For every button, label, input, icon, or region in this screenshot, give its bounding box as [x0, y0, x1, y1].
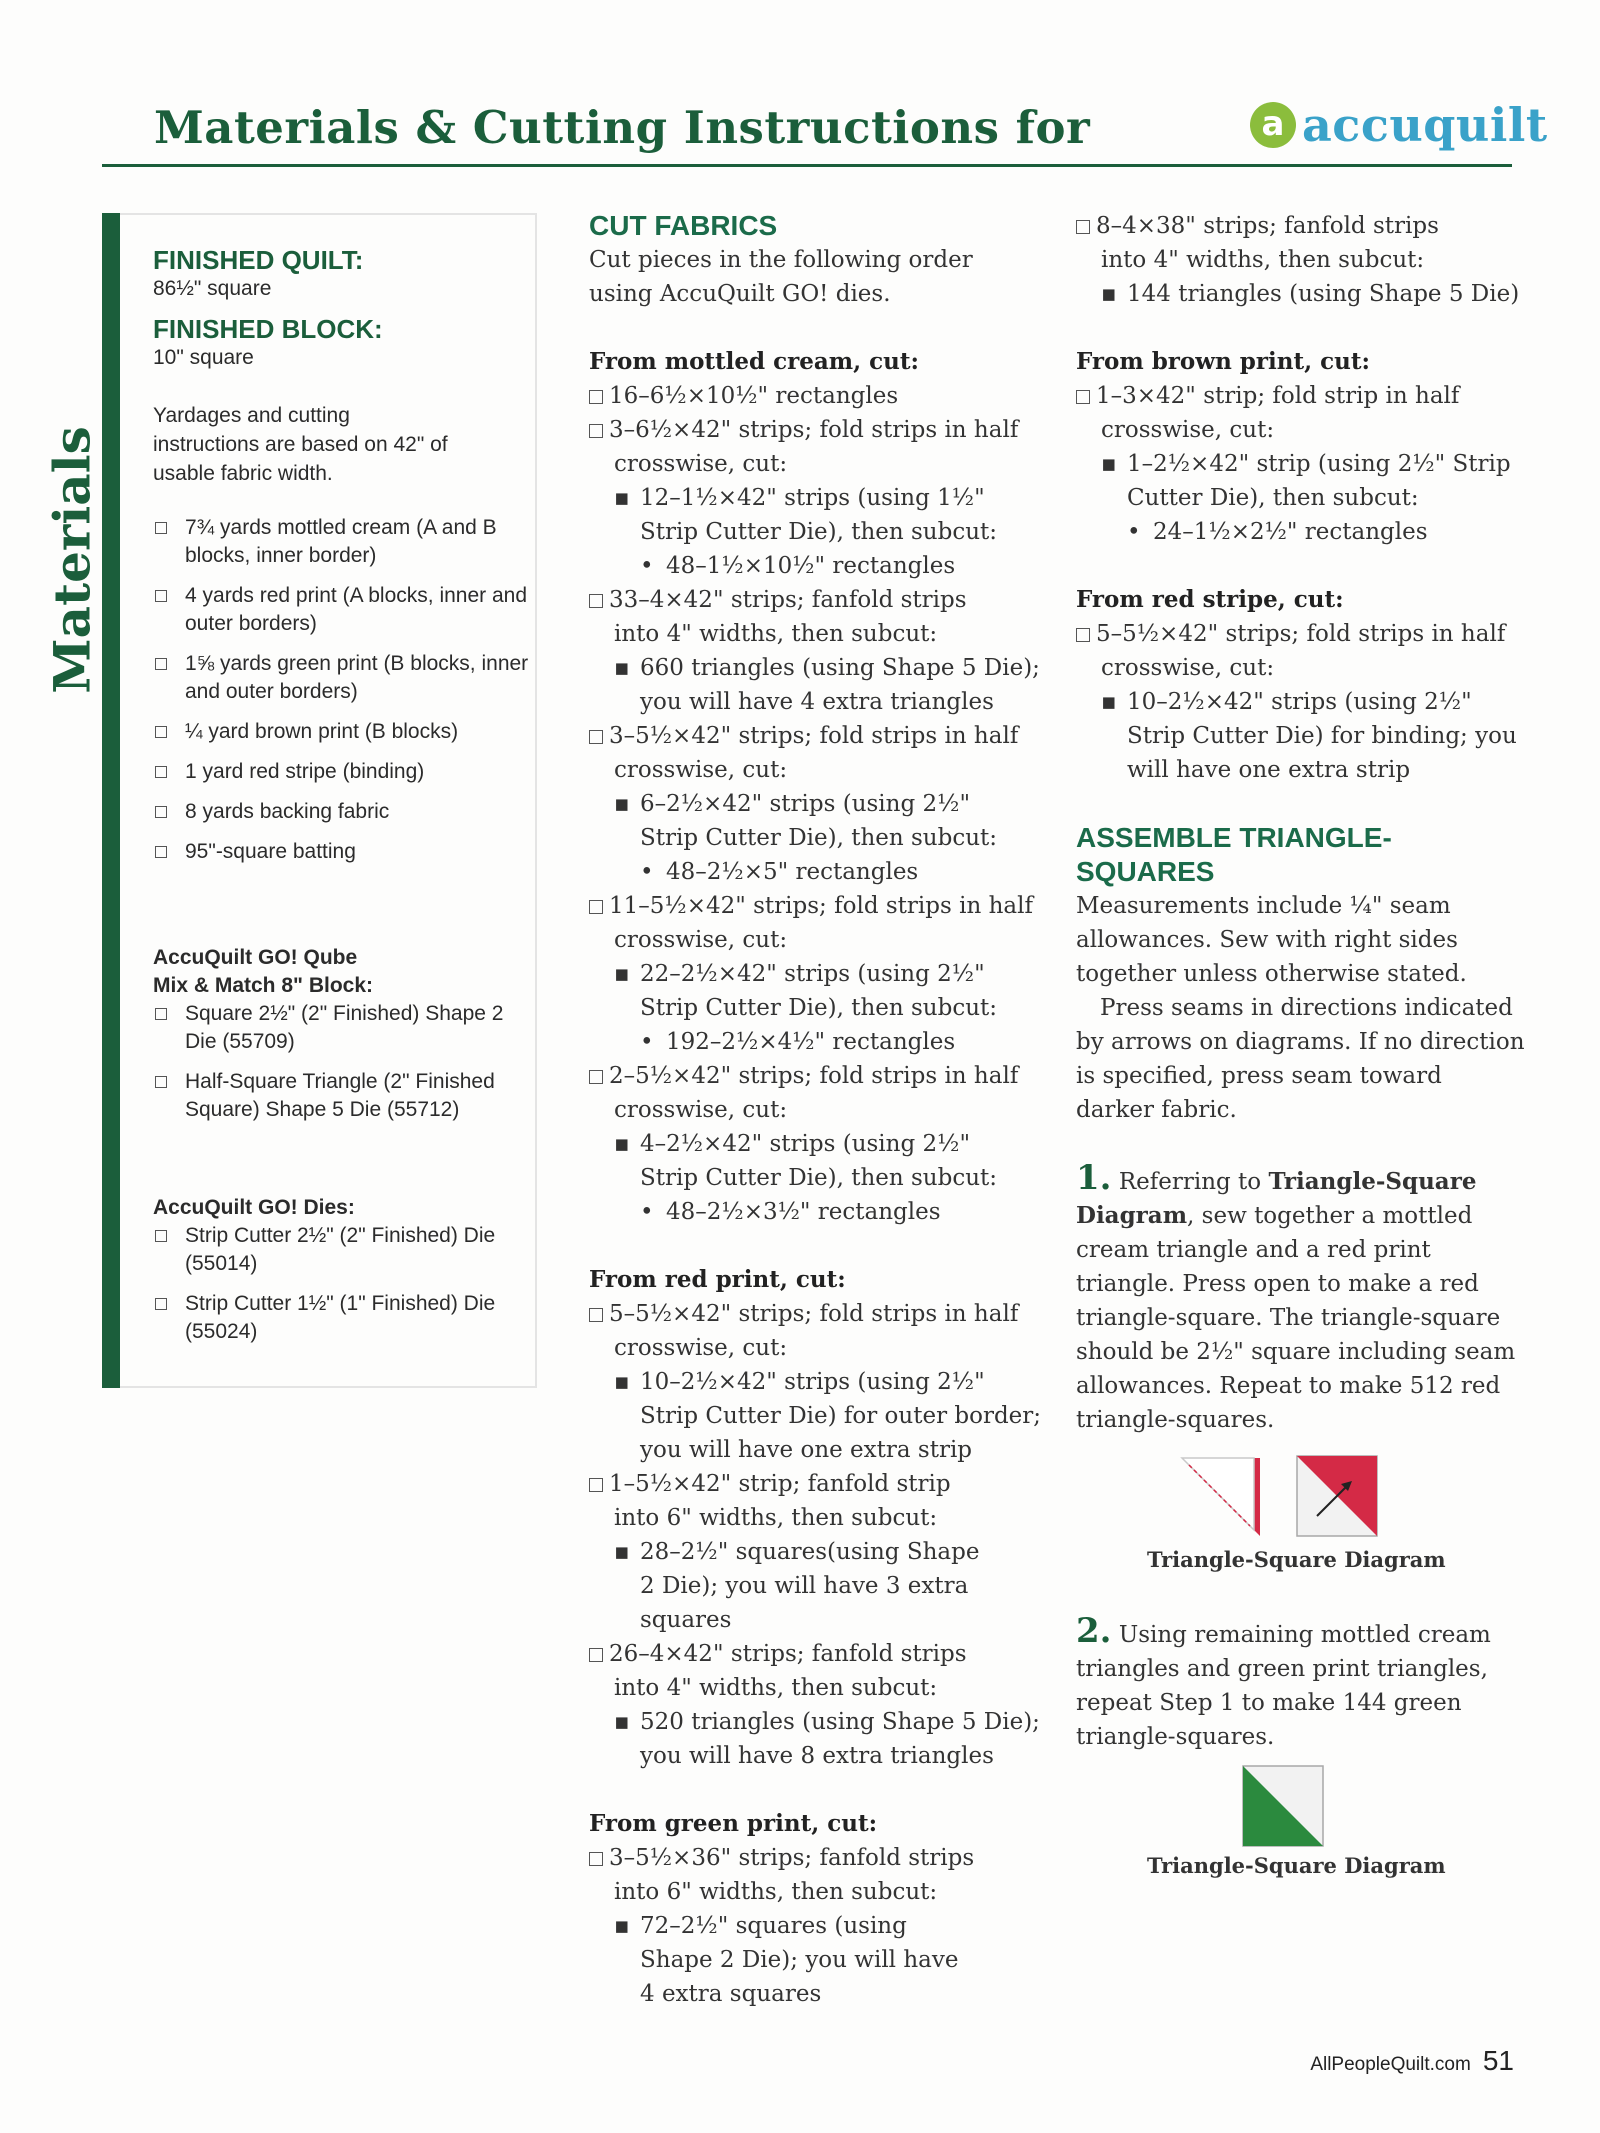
- cut-line: 5–5½×42" strips; fold strips in half: [589, 1297, 1009, 1331]
- checkbox-icon: [155, 1230, 167, 1242]
- red-heading: From red print, cut:: [589, 1266, 846, 1293]
- material-item: 4 yards red print (A blocks, inner and outer borders): [153, 582, 533, 638]
- cut-line: 11–5½×42" strips; fold strips in half: [589, 889, 1009, 923]
- cut-line: Cutter Die), then subcut:: [1127, 485, 1419, 511]
- checkbox-icon: [589, 390, 603, 404]
- accuquilt-logo: [1250, 95, 1548, 155]
- right-column: [1076, 209, 1525, 1437]
- step-1-line: should be 2½" square including seam: [1076, 1339, 1516, 1365]
- step-1-line: triangle-squares.: [1076, 1407, 1275, 1433]
- cut-line: ▪ 1–2½×42" strip (using 2½" Strip: [1101, 451, 1511, 477]
- cut-line: 2–5½×42" strips; fold strips in half: [589, 1059, 1009, 1093]
- cut-line: ▪ 10–2½×42" strips (using 2½": [614, 1369, 985, 1395]
- assemble-heading-2: SQUARES: [1076, 856, 1215, 887]
- step-1-line: triangle. Press open to make a red: [1076, 1271, 1479, 1297]
- assemble-para: together unless otherwise stated.: [1076, 961, 1467, 987]
- cut-line: into 4" widths, then subcut:: [614, 1675, 938, 1701]
- cut-line: crosswise, cut:: [614, 1335, 788, 1361]
- brown-heading: From brown print, cut:: [1076, 348, 1370, 375]
- dies-list: [153, 1222, 533, 1346]
- diagram-1-caption: Triangle-Square Diagram: [1147, 1547, 1446, 1572]
- cut-line: ▪ 520 triangles (using Shape 5 Die);: [614, 1709, 1040, 1735]
- yardage-note: Yardages and cutting instructions are based on 42" of usable fabric width.: [153, 404, 448, 485]
- assemble-para: Measurements include ¼" seam: [1076, 893, 1451, 919]
- cut-line: 16–6½×10½" rectangles: [589, 379, 1009, 413]
- assemble-para: by arrows on diagrams. If no direction: [1076, 1029, 1525, 1055]
- assemble-para: is specified, press seam toward: [1076, 1063, 1442, 1089]
- finished-block-label: FINISHED BLOCK:: [153, 314, 383, 344]
- cut-line: crosswise, cut:: [614, 1097, 788, 1123]
- cut-line: 1–5½×42" strip; fanfold strip: [589, 1467, 1009, 1501]
- cut-line: into 6" widths, then subcut:: [614, 1505, 938, 1531]
- cut-intro: Cut pieces in the following order: [589, 247, 973, 273]
- step-2-line: triangle-squares.: [1076, 1724, 1275, 1750]
- qube-list: [153, 1000, 533, 1124]
- checkbox-icon: [155, 1008, 167, 1020]
- checkbox-icon: [1076, 628, 1090, 642]
- cut-line: crosswise, cut:: [614, 451, 788, 477]
- material-item: ¼ yard brown print (B blocks): [153, 718, 533, 746]
- cut-line: ▪ 6–2½×42" strips (using 2½": [614, 791, 971, 817]
- checkbox-icon: [155, 726, 167, 738]
- unsewn-triangles: [1182, 1458, 1260, 1536]
- checkbox-icon: [1076, 390, 1090, 404]
- cut-line: crosswise, cut:: [1101, 417, 1275, 443]
- cut-line: squares: [640, 1607, 732, 1633]
- dies-section: [153, 1194, 533, 1358]
- assemble-para: allowances. Sew with right sides: [1076, 927, 1458, 953]
- qube-heading: AccuQuilt GO! Qube: [153, 946, 358, 969]
- step-2-line: repeat Step 1 to make 144 green: [1076, 1690, 1462, 1716]
- materials-tab-bar: [102, 213, 120, 1388]
- materials-list: [153, 514, 533, 878]
- cut-line: Strip Cutter Die), then subcut:: [640, 995, 998, 1021]
- step-1-line: cream triangle and a red print: [1076, 1237, 1431, 1263]
- assemble-para: darker fabric.: [1076, 1097, 1237, 1123]
- checkbox-icon: [155, 590, 167, 602]
- cut-line: 8–4×38" strips; fanfold strips: [1076, 209, 1496, 243]
- cut-line: 3–5½×42" strips; fold strips in half: [589, 719, 1009, 753]
- cut-line: 3–6½×42" strips; fold strips in half: [589, 413, 1009, 447]
- cut-line: crosswise, cut:: [614, 757, 788, 783]
- cut-line: ▪ 660 triangles (using Shape 5 Die);: [614, 655, 1040, 681]
- cut-line: • 24–1½×2½" rectangles: [1127, 519, 1428, 545]
- step-1-line: Diagram, sew together a mottled: [1076, 1202, 1473, 1229]
- green-heading: From green print, cut:: [589, 1810, 878, 1837]
- checkbox-icon: [155, 522, 167, 534]
- cut-line: Strip Cutter Die) for outer border;: [640, 1403, 1042, 1429]
- cut-line: 3–5½×36" strips; fanfold strips: [589, 1841, 1009, 1875]
- cut-line: Strip Cutter Die) for binding; you: [1127, 723, 1517, 749]
- page-footer: [1310, 2045, 1514, 2077]
- finished-quilt-value: 86½" square: [153, 277, 272, 300]
- checkbox-icon: [155, 658, 167, 670]
- cut-line: crosswise, cut:: [1101, 655, 1275, 681]
- cut-line: • 48–2½×5" rectangles: [640, 859, 919, 885]
- checkbox-icon: [589, 1478, 603, 1492]
- checkbox-icon: [589, 424, 603, 438]
- cream-triangle-front: [1182, 1458, 1254, 1530]
- material-item: 95"-square batting: [153, 838, 533, 866]
- step-1: 1. Referring to Triangle-Square: [1076, 1158, 1477, 1198]
- cut-line: Strip Cutter Die), then subcut:: [640, 1165, 998, 1191]
- qube-item: Square 2½" (2" Finished) Shape 2 Die (55709): [153, 1000, 533, 1056]
- checkbox-icon: [589, 1852, 603, 1866]
- qube-section: [153, 944, 533, 1136]
- cut-line: ▪ 144 triangles (using Shape 5 Die): [1101, 281, 1520, 307]
- assemble-heading: ASSEMBLE TRIANGLE-: [1076, 822, 1392, 853]
- finished-block-value: 10" square: [153, 346, 254, 369]
- accuquilt-logo-icon: a: [1250, 102, 1296, 148]
- cut-line: will have one extra strip: [1127, 757, 1411, 783]
- checkbox-icon: [589, 1308, 603, 1322]
- assemble-para: Press seams in directions indicated: [1100, 995, 1513, 1021]
- die-item: Strip Cutter 2½" (2" Finished) Die (55014): [153, 1222, 533, 1278]
- cut-line: • 48–2½×3½" rectangles: [640, 1199, 941, 1225]
- step-1-line: triangle-square. The triangle-square: [1076, 1305, 1501, 1331]
- triangle-square-diagram-red: [1180, 1452, 1380, 1542]
- qube-heading-2: Mix & Match 8" Block:: [153, 974, 373, 997]
- cream-heading: From mottled cream, cut:: [589, 348, 919, 375]
- cut-line: you will have 8 extra triangles: [640, 1743, 994, 1769]
- cut-line: 26–4×42" strips; fanfold strips: [589, 1637, 1009, 1671]
- material-item: 8 yards backing fabric: [153, 798, 533, 826]
- checkbox-icon: [589, 1648, 603, 1662]
- cut-line: • 192–2½×4½" rectangles: [640, 1029, 956, 1055]
- cut-line: 4 extra squares: [640, 1981, 822, 2007]
- checkbox-icon: [155, 766, 167, 778]
- cut-line: 1–3×42" strip; fold strip in half: [1076, 379, 1496, 413]
- triangle-square-diagram-green: [1241, 1764, 1325, 1848]
- material-item: 1⅝ yards green print (B blocks, inner and outer borders): [153, 650, 533, 706]
- checkbox-icon: [589, 730, 603, 744]
- cut-line: ▪ 28–2½" squares(using Shape: [614, 1539, 980, 1565]
- cut-line: 5–5½×42" strips; fold strips in half: [1076, 617, 1496, 651]
- sewn-triangle-square: [1297, 1456, 1377, 1536]
- cut-line: ▪ 4–2½×42" strips (using 2½": [614, 1131, 971, 1157]
- step-1-number: 1.: [1076, 1158, 1112, 1198]
- cut-fabrics-column: [589, 209, 1042, 2011]
- site-link[interactable]: AllPeopleQuilt.com: [1310, 2054, 1471, 2075]
- accuquilt-logo-text: accuquilt: [1302, 98, 1548, 152]
- cut-line: you will have one extra strip: [640, 1437, 973, 1463]
- cut-line: ▪ 12–1½×42" strips (using 1½": [614, 485, 985, 511]
- checkbox-icon: [155, 806, 167, 818]
- cut-line: you will have 4 extra triangles: [640, 689, 994, 715]
- cut-line: into 4" widths, then subcut:: [614, 621, 938, 647]
- die-item: Strip Cutter 1½" (1" Finished) Die (55024): [153, 1290, 533, 1346]
- qube-item: Half-Square Triangle (2" Finished Square) Shape 5 Die (55712): [153, 1068, 533, 1124]
- checkbox-icon: [589, 594, 603, 608]
- cut-fabrics-heading: CUT FABRICS: [589, 210, 778, 241]
- cut-line: 2 Die); you will have 3 extra: [640, 1573, 969, 1599]
- dies-heading: AccuQuilt GO! Dies:: [153, 1196, 355, 1219]
- cut-line: ▪ 10–2½×42" strips (using 2½": [1101, 689, 1472, 715]
- checkbox-icon: [155, 846, 167, 858]
- checkbox-icon: [589, 900, 603, 914]
- step-2: [1076, 1611, 1496, 1754]
- checkbox-icon: [589, 1070, 603, 1084]
- cut-line: • 48–1½×10½" rectangles: [640, 553, 956, 579]
- cut-line: ▪ 22–2½×42" strips (using 2½": [614, 961, 985, 987]
- checkbox-icon: [1076, 220, 1090, 234]
- page-number: 51: [1482, 2045, 1514, 2076]
- cut-line: into 4" widths, then subcut:: [1101, 247, 1425, 273]
- checkbox-icon: [155, 1076, 167, 1088]
- diagram-2-caption: Triangle-Square Diagram: [1147, 1853, 1446, 1878]
- cut-line: Strip Cutter Die), then subcut:: [640, 519, 998, 545]
- finished-quilt: [153, 245, 533, 302]
- cut-line: Strip Cutter Die), then subcut:: [640, 825, 998, 851]
- cut-line: into 6" widths, then subcut:: [614, 1879, 938, 1905]
- cut-line: crosswise, cut:: [614, 927, 788, 953]
- cut-line: Shape 2 Die); you will have: [640, 1947, 959, 1973]
- step-1-line: allowances. Repeat to make 512 red: [1076, 1373, 1501, 1399]
- step-2-line: triangles and green print triangles,: [1076, 1656, 1488, 1682]
- page-title: Materials & Cutting Instructions for: [154, 101, 1091, 154]
- cut-intro: using AccuQuilt GO! dies.: [589, 281, 891, 307]
- stripe-heading: From red stripe, cut:: [1076, 586, 1344, 613]
- finished-block: [153, 314, 533, 371]
- cut-line: 33–4×42" strips; fanfold strips: [589, 583, 1009, 617]
- page-header: [102, 95, 1548, 167]
- material-item: 7¾ yards mottled cream (A and B blocks, inner border): [153, 514, 533, 570]
- checkbox-icon: [155, 1298, 167, 1310]
- cut-line: ▪ 72–2½" squares (using: [614, 1913, 907, 1939]
- step-2-line: 2. Using remaining mottled cream: [1076, 1611, 1491, 1651]
- material-item: 1 yard red stripe (binding): [153, 758, 533, 786]
- step-2-number: 2.: [1076, 1611, 1112, 1651]
- finished-quilt-label: FINISHED QUILT:: [153, 245, 364, 275]
